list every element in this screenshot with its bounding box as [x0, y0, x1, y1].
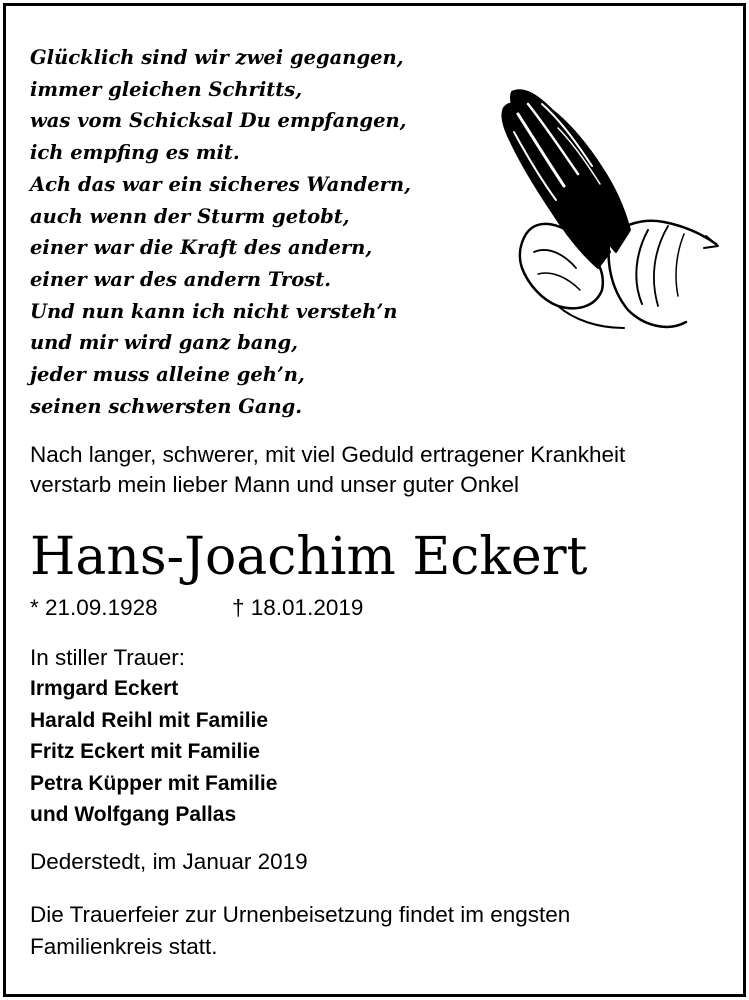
mourner-name: Irmgard Eckert [30, 677, 179, 700]
death-date: † 18.01.2019 [232, 595, 364, 620]
birth-date: * 21.09.1928 [30, 595, 158, 620]
poem-line: einer war des andern Trost. [30, 267, 331, 291]
poem [30, 42, 411, 422]
intro-line: verstarb mein lieber Mann und unser guter Onkel [30, 472, 520, 497]
poem-line: Glücklich sind wir zwei gegangen, [30, 46, 404, 69]
poem-line: Ach das war ein sicheres Wandern, [30, 172, 411, 196]
poem-line: einer war die Kraft des andern, [30, 236, 373, 260]
praying-hands-icon [498, 84, 720, 332]
intro-text [30, 440, 730, 500]
place-date: Dederstedt, im Januar 2019 [30, 849, 308, 874]
mourner-name: Fritz Eckert mit Familie [30, 740, 260, 764]
mourning-label: In stiller Trauer: [30, 645, 186, 670]
mourners-list [30, 673, 277, 831]
poem-line: Und nun kann ich nicht versteh’n [30, 299, 398, 323]
life-dates [30, 592, 364, 624]
notice-line: Die Trauerfeier zur Urnenbeisetzung findet im engsten [30, 902, 571, 927]
poem-line: und mir wird ganz bang, [30, 331, 298, 355]
poem-line: immer gleichen Schritts, [30, 77, 303, 101]
poem-line: seinen schwersten Gang. [30, 394, 303, 418]
mourner-name: Petra Küpper mit Familie [30, 771, 278, 795]
poem-line: jeder muss alleine geh’n, [30, 363, 305, 387]
mourner-name: und Wolfgang Pallas [30, 803, 237, 827]
notice-line: Familienkreis statt. [30, 934, 218, 959]
poem-line: was vom Schicksal Du empfangen, [30, 109, 407, 133]
intro-line: Nach langer, schwerer, mit viel Geduld ertragener Krankheit [30, 442, 626, 467]
poem-line: auch wenn der Sturm getobt, [30, 204, 350, 228]
mourner-name: Harald Reihl mit Familie [30, 708, 269, 732]
funeral-notice [30, 899, 730, 963]
poem-line: ich empfing es mit. [30, 141, 240, 165]
deceased-name: Hans-Joachim Eckert [30, 527, 588, 587]
